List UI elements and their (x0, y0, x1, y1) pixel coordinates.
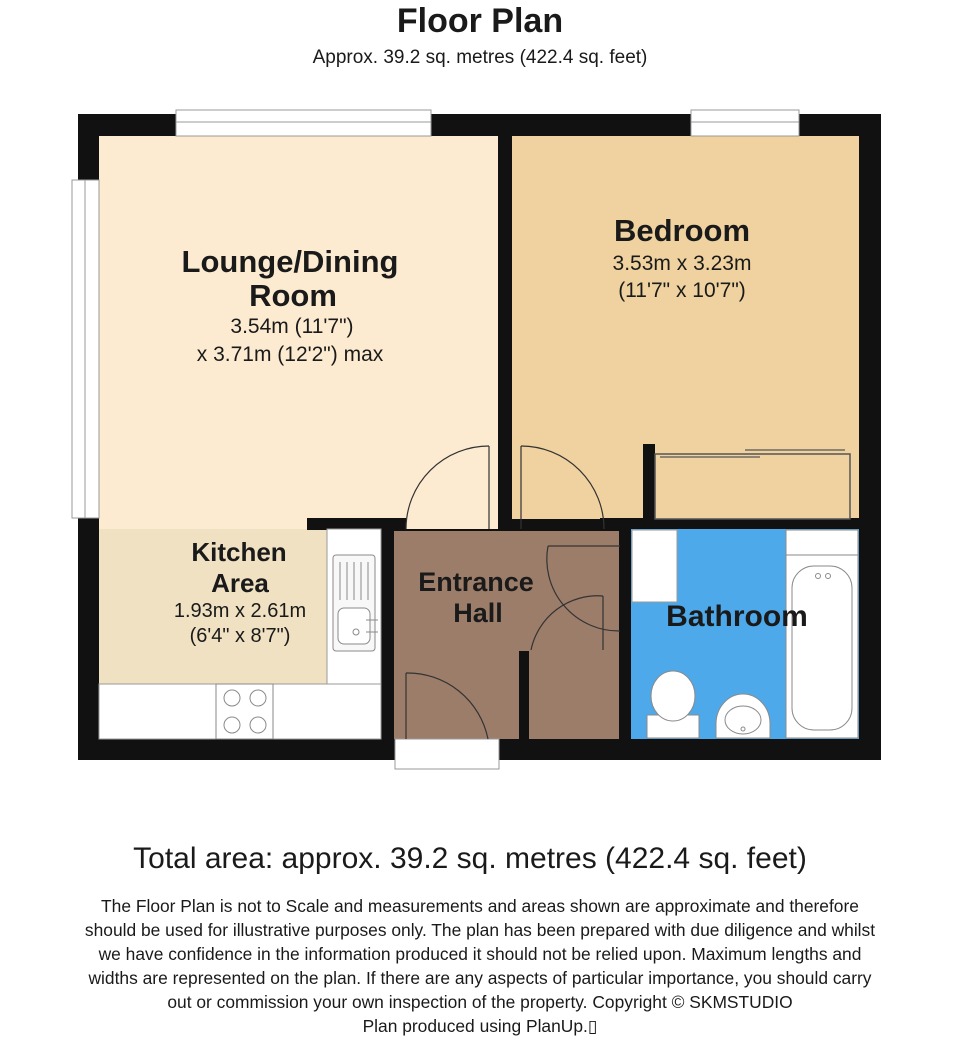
disclaimer-line: Plan produced using PlanUp.▯ (362, 1016, 598, 1036)
bathroom-label (666, 600, 808, 633)
sink-icon (333, 555, 378, 651)
wall-kitchen-hall (381, 518, 394, 740)
bathroom-name: Bathroom (666, 600, 808, 633)
lounge-name-line2: Room (249, 278, 337, 313)
total-area: Total area: approx. 39.2 sq. metres (422.4 sq. feet) (133, 842, 807, 875)
disclaimer-line: should be used for illustrative purposes only. The plan has been prepared with due diligence and whilst (84, 920, 876, 940)
wall-bedroom-wardrobe (643, 444, 655, 520)
bathroom-cabinet (632, 530, 677, 602)
kitchen-dim-line1: 1.93m x 2.61m (173, 600, 307, 622)
front-door-frame (395, 739, 499, 769)
page-subtitle: Approx. 39.2 sq. metres (422.4 sq. feet) (312, 47, 648, 68)
lounge-dim-line1: 3.54m (11'7") (230, 315, 354, 338)
hall-name-line2: Hall (453, 598, 503, 628)
bedroom-dim-line1: 3.53m x 3.23m (612, 252, 752, 275)
disclaimer (0, 894, 960, 1038)
wall-cupboard (519, 651, 529, 740)
kitchen-dim-line2: (6'4" x 8'7") (189, 625, 291, 647)
kitchen-name-line2: Area (211, 568, 269, 598)
wall-lounge-bedroom (498, 136, 512, 530)
kitchen-name-line1: Kitchen (191, 537, 287, 567)
bedroom-label (613, 213, 752, 302)
wardrobe (655, 450, 850, 519)
window-lounge-left (72, 180, 99, 518)
window-lounge-top (176, 110, 431, 136)
hall-floor (394, 531, 630, 739)
window-bedroom-top (691, 110, 799, 136)
lounge-dim-line2: x 3.71m (12'2") max (196, 343, 384, 366)
disclaimer-line: we have confidence in the information produced it should not be relied upon. Maximum lengths and (98, 944, 862, 964)
hall-name-line1: Entrance (418, 567, 534, 597)
page-title: Floor Plan (396, 2, 564, 40)
bathtub-icon (786, 530, 858, 738)
disclaimer-line: out or commission your own inspection of the property. Copyright © SKMSTUDIO (167, 992, 793, 1012)
bedroom-dim-line2: (11'7" x 10'7") (618, 279, 746, 302)
hob-icon (216, 684, 273, 739)
disclaimer-line: widths are represented on the plan. If there are any aspects of particular importance, you should carry (88, 968, 872, 988)
wall-hall-bath (619, 529, 631, 740)
disclaimer-line: The Floor Plan is not to Scale and measurements and areas shown are approximate and therefore (101, 896, 859, 916)
toilet-icon (647, 671, 699, 738)
bedroom-name: Bedroom (613, 213, 751, 248)
lounge-name-line1: Lounge/Dining (181, 244, 399, 279)
